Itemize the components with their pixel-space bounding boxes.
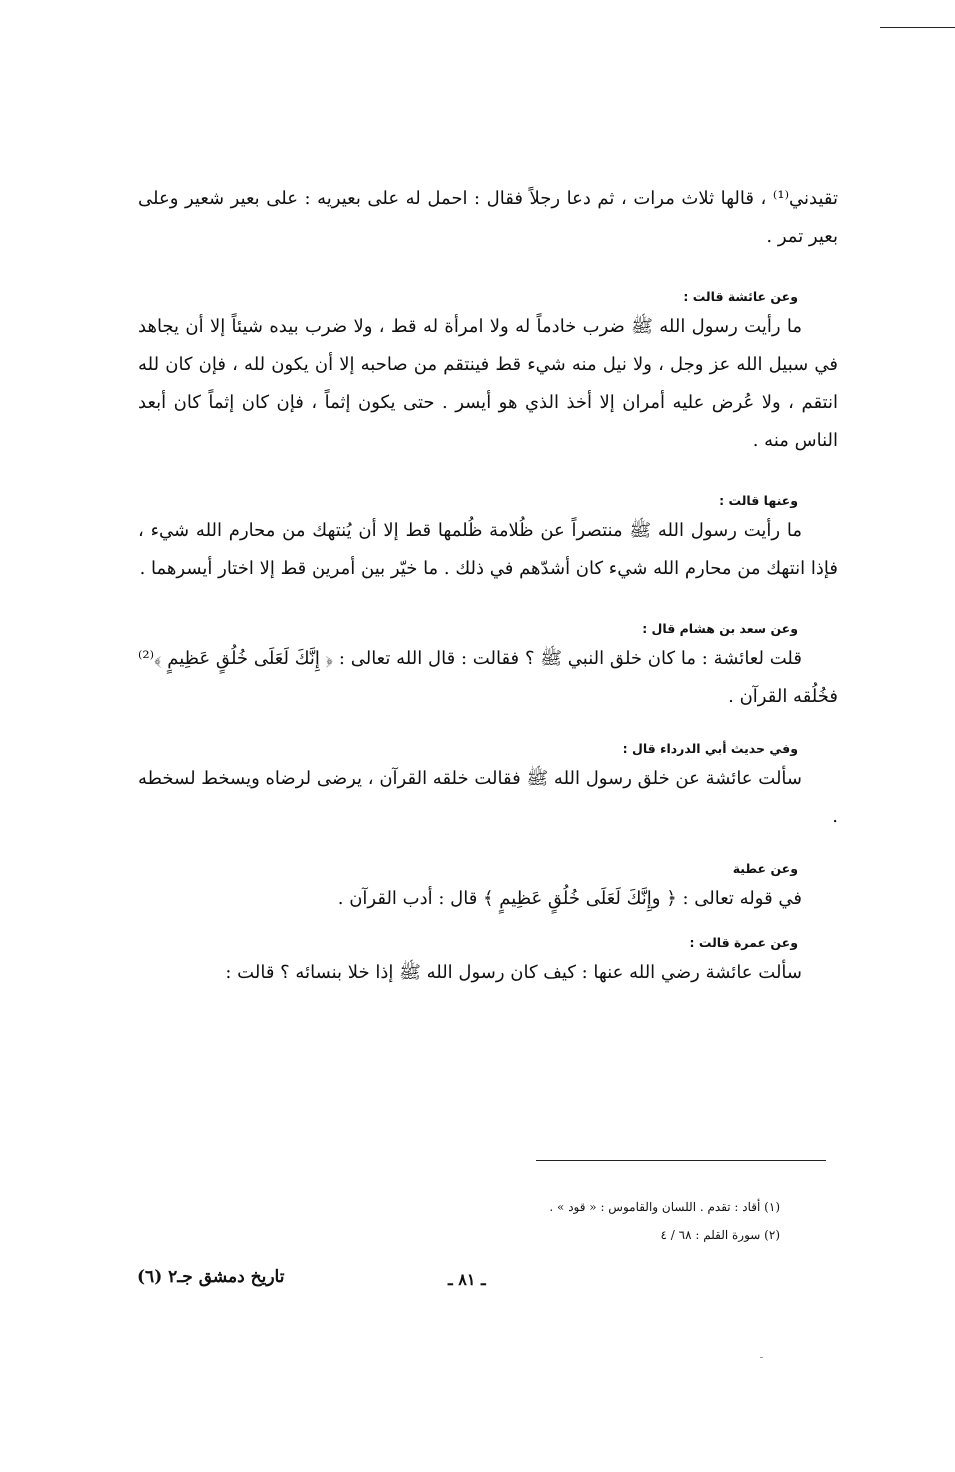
paragraph-2: ما رأيت رسول الله ﷺ ضرب خادماً له ولا امرأة له قط ، ولا ضرب بيده شيئاً إلا أن يجاهد في سبيل الله عز وجل ، ولا نيل منه شيء قط فينتقم من صاحبه إلا أن يكون لله ، فإن كان لله انتقم ، ولا عُرض عليه أمران إلا أخذ الذي هو أيسر . حتى يكون إثماً ، فإن كان إثماً كان أبعد الناس منه . — [138, 316, 838, 451]
paragraph-3: ما رأيت رسول الله ﷺ منتصراً عن ظُلامة ظُلمها قط إلا أن يُنتهك من محارم الله شيء ، فإذا انتهك من محارم الله شيء كان أشدّهم في ذلك . ما خيّر بين أمرين قط إلا اختار أيسرهما . — [138, 520, 838, 579]
paragraph-7: سألت عائشة رضي الله عنها : كيف كان رسول الله ﷺ إذا خلا بنسائه ؟ قالت : — [225, 962, 802, 983]
heading-abu-darda: وفي حديث أبي الدرداء قال : — [622, 741, 798, 756]
paragraph-6: في قوله تعالى : ﴿ وإِنَّكَ لَعَلَى خُلُقٍ عَظِيمٍ ﴾ قال : أدب القرآن . — [337, 888, 802, 909]
top-rule — [880, 27, 955, 28]
heading-amra: وعن عمرة قالت : — [689, 935, 798, 950]
heading-aisha: وعن عائشة قالت : — [683, 289, 798, 304]
footnote-rule — [536, 1160, 826, 1161]
scan-speck — [760, 1357, 763, 1358]
footnote-1: (١) أقاد : تقدم . اللسان والقاموس : « قود » . — [549, 1200, 780, 1214]
page-number: ـ ٨١ ـ — [448, 1270, 486, 1289]
footnote-2: (٢) سورة القلم : ٦٨ / ٤ — [660, 1228, 780, 1242]
paragraph-1: تقيدني⁽¹⁾ ، قالها ثلاث مرات ، ثم دعا رجلاً فقال : احمل له على بعيريه : على بعير شعير وعلى بعير تمر . — [138, 188, 838, 247]
footnotes — [400, 1193, 780, 1249]
paragraph-5: سألت عائشة عن خلق رسول الله ﷺ فقالت خلقه القرآن ، يرضى لرضاه ويسخط لسخطه . — [138, 768, 838, 827]
heading-atiyya: وعن عطية — [732, 861, 798, 876]
book-title: تاريخ دمشق جـ٢ (٦) — [137, 1267, 285, 1287]
heading-anha: وعنها قالت : — [719, 493, 798, 508]
page-body — [138, 180, 838, 992]
heading-saad: وعن سعد بن هشام قال : — [642, 621, 798, 636]
paragraph-4: قلت لعائشة : ما كان خلق النبي ﷺ ؟ فقالت : قال الله تعالى : ﴿ إِنَّكَ لَعَلَى خُلُقٍ عَظِيمٍ ﴾⁽²⁾ فخُلُقه القرآن . — [138, 648, 838, 707]
